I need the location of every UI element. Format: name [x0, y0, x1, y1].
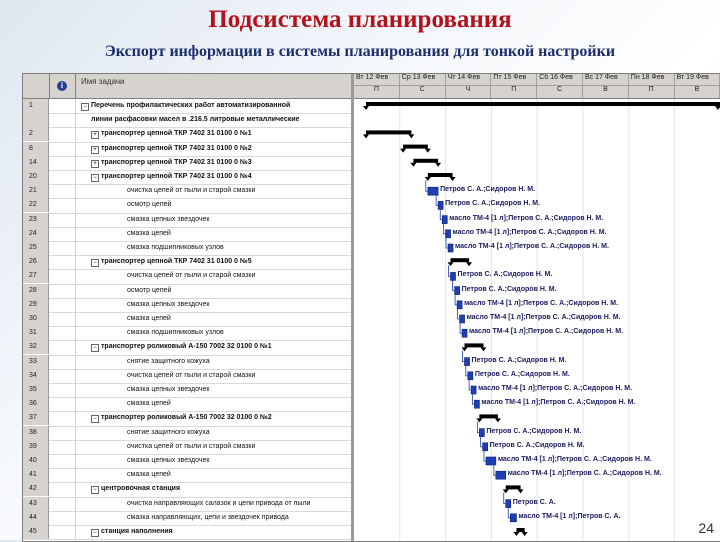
- expand-icon[interactable]: +: [91, 131, 99, 139]
- task-name: транспортер цепной ТКР 7402 31 0100 0 №2: [101, 144, 252, 152]
- resource-label: Петров С. А.;Сидоров Н. М.: [489, 441, 585, 449]
- task-id: 28: [23, 284, 49, 298]
- slide-title: Подсистема планирования: [208, 6, 512, 33]
- task-indicator-cell: [49, 426, 76, 440]
- task-id: 40: [23, 454, 49, 468]
- task-row[interactable]: [23, 397, 351, 412]
- task-row[interactable]: [23, 170, 351, 185]
- task-row[interactable]: [23, 511, 351, 526]
- task-name: снятие защитного кожуха: [127, 357, 210, 365]
- task-indicator-cell: [49, 227, 76, 241]
- task-indicator-cell: [49, 369, 76, 383]
- task-bar[interactable]: [455, 287, 460, 295]
- timescale-day: В: [675, 86, 720, 98]
- collapse-icon[interactable]: −: [91, 486, 99, 494]
- task-row[interactable]: [23, 142, 351, 157]
- resource-label: масло ТМ-4 [1 л];Петров С. А.: [518, 512, 621, 520]
- timescale-date: Чт 14 Фев: [446, 74, 492, 85]
- task-row[interactable]: [23, 312, 351, 327]
- resource-label: Петров С. А.;Сидоров Н. М.: [461, 285, 557, 293]
- task-row[interactable]: [23, 383, 351, 398]
- timescale-bottom-tier: [354, 86, 720, 98]
- task-row[interactable]: [23, 255, 351, 270]
- resource-label: масло ТМ-4 [1 л];Петров С. А.;Сидоров Н. М.: [466, 314, 621, 321]
- task-row[interactable]: [23, 241, 351, 256]
- task-row[interactable]: [23, 454, 351, 469]
- task-bar[interactable]: [446, 230, 451, 238]
- task-id: 25: [23, 241, 49, 255]
- timescale-date: Ср 13 Фев: [400, 74, 446, 85]
- timescale-day: П: [629, 86, 675, 98]
- task-name: смазка цепей: [127, 315, 171, 322]
- task-bar[interactable]: [460, 315, 465, 323]
- task-id: 38: [23, 426, 49, 440]
- task-name: транспортер цепной ТКР 7402 31 0100 0 №4: [101, 173, 252, 180]
- task-row[interactable]: [23, 213, 351, 228]
- task-id: 24: [23, 227, 49, 241]
- task-name: очистка направляющих салазок и цепи привода от пыли: [127, 499, 311, 507]
- resource-label: масло ТМ-4 [1 л];Петров С. А.;Сидоров Н. М.: [507, 470, 662, 478]
- summary-bar[interactable]: [403, 145, 428, 149]
- task-bar[interactable]: [442, 216, 447, 224]
- task-indicator-cell: [49, 312, 76, 326]
- task-id: 29: [23, 298, 49, 312]
- task-indicator-cell: [49, 482, 76, 496]
- task-name: очистка цепей от пыли и старой смазки: [127, 272, 256, 280]
- task-row[interactable]: [23, 184, 351, 199]
- task-row[interactable]: [23, 127, 351, 142]
- expand-icon[interactable]: +: [91, 160, 99, 168]
- summary-bar-end: [513, 532, 519, 536]
- task-row[interactable]: [23, 525, 351, 540]
- resource-label: масло ТМ-4 [1 л];Петров С. А.;Сидоров Н. М.: [464, 299, 619, 307]
- task-id: 21: [23, 184, 49, 198]
- task-name: осмотр цепей: [127, 286, 172, 294]
- task-indicator-cell: [49, 411, 76, 425]
- task-id: 20: [23, 170, 49, 184]
- task-grid-header: [23, 74, 351, 99]
- task-row[interactable]: [23, 269, 351, 284]
- task-name: станция наполнения: [101, 528, 173, 535]
- slide-subtitle: Экспорт информации в системы планирования для тонкой настройки: [104, 43, 616, 60]
- task-name: смазка цепей: [127, 400, 171, 408]
- resource-label: масло ТМ-4 [1 л];Петров С. А.;Сидоров Н. М.: [469, 328, 623, 336]
- task-id: 43: [23, 497, 49, 511]
- task-name: Перечень профилактических работ автоматизированной: [91, 102, 291, 109]
- summary-bar-end: [522, 532, 528, 536]
- task-name: смазка цепей: [127, 229, 171, 237]
- summary-bar-end: [363, 134, 369, 138]
- dependency-link: [481, 436, 483, 447]
- summary-bar-end: [410, 163, 416, 167]
- timescale-top-tier: [354, 74, 720, 86]
- task-indicator-cell: [49, 497, 76, 511]
- resource-label: масло ТМ-4 [1 л];Петров С. А.;Сидоров Н. М.: [481, 399, 636, 407]
- task-id: 41: [23, 468, 49, 482]
- task-indicator-cell: [49, 511, 76, 525]
- task-row[interactable]: [23, 227, 351, 242]
- task-bar[interactable]: [457, 301, 462, 309]
- task-bar[interactable]: [451, 272, 456, 280]
- task-row[interactable]: [23, 99, 351, 114]
- task-id: 39: [23, 440, 49, 454]
- resource-label: масло ТМ-4 [1 л];Петров С. А.;Сидоров Н. М.: [452, 228, 607, 236]
- task-id: 32: [23, 340, 49, 354]
- resource-label: Петров С. А.: [512, 498, 556, 506]
- task-indicator-cell: [49, 525, 76, 539]
- task-bar[interactable]: [428, 187, 438, 195]
- task-bar[interactable]: [479, 429, 484, 437]
- task-name: транспортер роликовый А-150 7002 32 0100 0 №2: [101, 414, 272, 422]
- task-name: очистка цепей от пыли и старой смазки: [127, 371, 256, 379]
- timescale-date: Сб 16 Фев: [537, 74, 583, 85]
- task-id: 44: [23, 511, 49, 525]
- task-indicator-cell: [49, 397, 76, 411]
- summary-bar[interactable]: [413, 159, 438, 163]
- resource-label: Петров С. А.;Сидоров Н. М.: [486, 427, 582, 435]
- resource-label: Петров С. А.;Сидоров Н. М.: [445, 200, 541, 208]
- task-indicator-cell: [49, 184, 76, 198]
- task-indicator-cell: [49, 383, 76, 397]
- task-row[interactable]: [23, 340, 351, 355]
- task-name: транспортер цепной ТКР 7402 31 0100 0 №5: [101, 258, 252, 266]
- task-id: 2: [23, 127, 49, 141]
- gantt-chart[interactable]: [354, 99, 720, 541]
- task-id: 33: [23, 355, 49, 369]
- collapse-icon[interactable]: −: [91, 259, 99, 267]
- task-id: 37: [23, 411, 49, 425]
- dependency-link: [504, 493, 506, 504]
- summary-bar-end: [435, 163, 441, 167]
- task-id: 22: [23, 198, 49, 212]
- task-row[interactable]: [23, 468, 351, 483]
- task-bar[interactable]: [483, 443, 488, 451]
- collapse-icon[interactable]: −: [91, 174, 99, 182]
- task-id: 34: [23, 369, 49, 383]
- task-indicator-cell: [49, 213, 76, 227]
- timescale-date: Вт 12 Фев: [354, 74, 400, 85]
- task-name-column-header[interactable]: Имя задачи: [81, 77, 125, 86]
- summary-bar-end: [425, 149, 431, 153]
- task-indicator-cell: [49, 269, 76, 283]
- resource-label: масло ТМ-4 [1 л];Петров С. А.;Сидоров Н. М.: [478, 385, 633, 392]
- task-bar[interactable]: [468, 372, 473, 380]
- resource-label: Петров С. А.;Сидоров Н. М.: [457, 271, 553, 279]
- task-name: снятие защитного кожуха: [127, 428, 210, 436]
- timescale-date: Пт 15 Фев: [491, 74, 537, 85]
- resource-label: масло ТМ-4 [1 л];Петров С. А.;Сидоров Н. М.: [449, 214, 604, 222]
- task-bar[interactable]: [465, 358, 470, 366]
- task-row[interactable]: [23, 426, 351, 441]
- task-name: смазка цепных звездочек: [127, 215, 210, 223]
- task-row[interactable]: [23, 440, 351, 455]
- page-number: 24: [698, 520, 714, 536]
- summary-bar[interactable]: [465, 343, 484, 347]
- task-id: 26: [23, 255, 49, 269]
- task-bar[interactable]: [438, 201, 443, 209]
- task-name: смазка цепей: [127, 471, 171, 479]
- task-name: смазка подшипниковых узлов: [127, 329, 224, 337]
- resource-label: Петров С. А.;Сидоров Н. М.: [471, 356, 567, 364]
- resource-label: Петров С. А.;Сидоров Н. М.: [440, 186, 536, 194]
- task-row[interactable]: [23, 284, 351, 299]
- info-icon: i: [57, 81, 67, 91]
- summary-bar-end: [408, 134, 414, 138]
- task-name: смазка цепных звездочек: [127, 457, 210, 464]
- task-row[interactable]: [23, 369, 351, 384]
- summary-bar[interactable]: [516, 528, 524, 532]
- task-bar[interactable]: [474, 400, 479, 408]
- task-id: 35: [23, 383, 49, 397]
- task-indicator-cell: [49, 326, 76, 340]
- summary-bar-end: [363, 106, 369, 110]
- collapse-icon[interactable]: −: [91, 415, 99, 423]
- task-row[interactable]: [23, 355, 351, 370]
- summary-bar-end: [480, 347, 486, 351]
- task-id: 8: [23, 142, 49, 156]
- summary-bar[interactable]: [451, 258, 470, 262]
- timescale-day: П: [491, 86, 537, 98]
- task-name: транспортер цепной ТКР 7402 31 0100 0 №3: [101, 158, 252, 166]
- task-bar[interactable]: [471, 386, 476, 394]
- task-indicator-cell: [49, 113, 76, 127]
- timescale-day: Ч: [446, 86, 492, 98]
- task-name: смазка подшипниковых узлов: [127, 244, 224, 251]
- dependency-link: [453, 280, 455, 291]
- task-row[interactable]: [23, 497, 351, 512]
- task-name: транспортер роликовый А-150 7002 32 0100 0 №1: [101, 343, 272, 351]
- timescale-day: П: [354, 86, 400, 98]
- summary-bar-end: [518, 489, 524, 493]
- summary-bar[interactable]: [428, 173, 453, 177]
- task-indicator-cell: [49, 284, 76, 298]
- summary-bar[interactable]: [479, 414, 498, 418]
- task-indicator-cell: [49, 298, 76, 312]
- task-name: транспортер цепной ТКР 7402 31 0100 0 №1: [101, 130, 252, 138]
- task-indicator-cell: [49, 340, 76, 354]
- summary-bar[interactable]: [366, 130, 411, 134]
- task-row[interactable]: [23, 298, 351, 313]
- task-indicator-cell: [49, 142, 76, 156]
- collapse-icon[interactable]: −: [81, 103, 89, 111]
- task-bar[interactable]: [486, 457, 496, 465]
- task-bar[interactable]: [510, 514, 516, 522]
- task-id: 36: [23, 397, 49, 411]
- project-window: [22, 73, 720, 542]
- task-indicator-cell: [49, 170, 76, 184]
- summary-bar-end: [466, 262, 472, 266]
- expand-icon[interactable]: +: [91, 146, 99, 154]
- task-id: 23: [23, 213, 49, 227]
- task-name: очистка цепей от пыли и старой смазки: [127, 187, 256, 195]
- task-id: 30: [23, 312, 49, 326]
- collapse-icon[interactable]: −: [91, 529, 99, 537]
- task-bar[interactable]: [448, 244, 453, 252]
- task-bar[interactable]: [462, 329, 467, 337]
- task-bar[interactable]: [496, 471, 506, 479]
- task-row[interactable]: [23, 156, 351, 171]
- task-indicator-cell: [49, 255, 76, 269]
- timescale: [354, 74, 720, 99]
- task-name: смазка цепных звездочек: [127, 300, 210, 308]
- indicators-column-header[interactable]: [49, 74, 76, 98]
- task-indicator-cell: [49, 468, 76, 482]
- task-name: смазка направляющих, цепи и звездочек привода: [127, 513, 289, 521]
- timescale-date: Вс 17 Фев: [583, 74, 629, 85]
- task-id: 31: [23, 326, 49, 340]
- task-row[interactable]: [23, 326, 351, 341]
- task-name: осмотр цепей: [127, 201, 172, 209]
- summary-bar-end: [450, 177, 456, 181]
- task-name: смазка цепных звездочек: [127, 386, 210, 393]
- task-id: 1: [23, 99, 49, 113]
- task-name: очистка цепей от пыли и старой смазки: [127, 442, 256, 450]
- task-indicator-cell: [49, 127, 76, 141]
- summary-bar[interactable]: [506, 485, 521, 489]
- task-id: 45: [23, 525, 49, 539]
- timescale-date: Вт 19 Фев: [675, 74, 720, 85]
- task-indicator-cell: [49, 198, 76, 212]
- task-row[interactable]: [23, 411, 351, 426]
- summary-bar-end: [715, 106, 720, 110]
- task-indicator-cell: [49, 454, 76, 468]
- summary-bar-end: [495, 418, 501, 422]
- timescale-day: С: [400, 86, 446, 98]
- task-bar[interactable]: [506, 500, 511, 508]
- task-row[interactable]: [23, 482, 351, 497]
- collapse-icon[interactable]: −: [91, 344, 99, 352]
- task-indicator-cell: [49, 355, 76, 369]
- task-indicator-cell: [49, 440, 76, 454]
- task-id: 27: [23, 269, 49, 283]
- task-indicator-cell: [49, 99, 76, 113]
- task-indicator-cell: [49, 241, 76, 255]
- id-column-header[interactable]: [23, 74, 50, 98]
- task-name: центровочная станция: [101, 485, 181, 493]
- task-id: 14: [23, 156, 49, 170]
- task-row[interactable]: [23, 198, 351, 213]
- resource-label: масло ТМ-4 [1 л];Петров С. А.;Сидоров Н. М.: [497, 456, 652, 463]
- task-row[interactable]: [23, 113, 351, 128]
- summary-bar[interactable]: [366, 102, 720, 106]
- task-name: линии расфасовки масел в .216.5 литровые металлические: [91, 116, 300, 124]
- timescale-date: Пн 18 Фев: [629, 74, 675, 85]
- timescale-day: В: [583, 86, 629, 98]
- summary-bar-end: [400, 149, 406, 153]
- task-id: [23, 113, 49, 127]
- task-indicator-cell: [49, 156, 76, 170]
- resource-label: Петров С. А.;Сидоров Н. М.: [474, 370, 570, 378]
- timescale-day: С: [537, 86, 583, 98]
- task-id: 42: [23, 482, 49, 496]
- resource-label: масло ТМ-4 [1 л];Петров С. А.;Сидоров Н. М.: [455, 243, 609, 250]
